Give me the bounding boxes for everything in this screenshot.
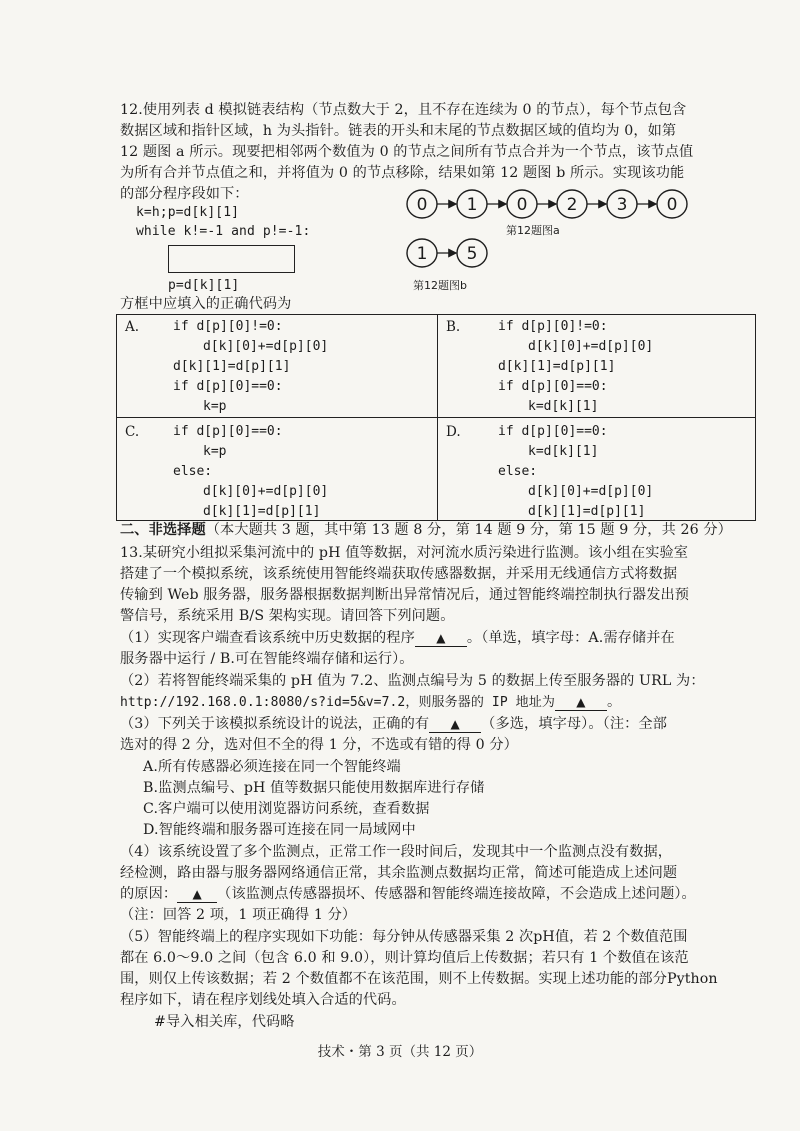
q12-line-2: 数据区域和指针区域，h 为头指针。链表的开头和末尾的节点数据区域的值均为 0，如第 bbox=[120, 123, 677, 139]
option-a-line: d[k][0]+=d[p][0] bbox=[203, 339, 329, 354]
q13-choice-a: A.所有传感器必须连接在同一个智能终端 bbox=[143, 759, 401, 775]
option-a-line: if d[p][0]!=0: bbox=[173, 319, 283, 334]
option-b bbox=[438, 315, 756, 418]
section2-note: （本大题共 3 题，其中第 13 题 8 分，第 14 题 9 分，第 15 题 9 分，共 26 分） bbox=[205, 522, 732, 538]
figure-12a-node-label: 3 bbox=[616, 195, 628, 215]
answer-blank-4 bbox=[177, 886, 217, 903]
q12-line-3: 12 题图 a 所示。现要把相邻两个数值为 0 的节点之间所有节点合并为一个节点，该节点值 bbox=[120, 144, 694, 160]
q13-s4-line-4: （注：回答 2 项，1 项正确得 1 分） bbox=[120, 907, 357, 923]
figure-12a-node-label: 0 bbox=[666, 195, 678, 215]
q13-s4-text: （该监测点传感器损坏、传感器和智能终端连接故障，不会造成上述问题）。 bbox=[217, 886, 696, 902]
q13-s3-text: （多选，填字母）。（注：全部 bbox=[481, 716, 667, 732]
figure-12a-node-label: 0 bbox=[516, 195, 528, 215]
option-b-line: d[k][1]=d[p][1] bbox=[498, 359, 616, 374]
option-a-line: d[k][1]=d[p][1] bbox=[173, 359, 291, 374]
page-footer: 技术・第 3 页（共 12 页） bbox=[317, 1044, 483, 1060]
q12-code-line-1: k=h;p=d[k][1] bbox=[136, 205, 240, 220]
answer-blank-3 bbox=[429, 716, 481, 733]
option-a-letter: A. bbox=[125, 319, 140, 335]
q13-s4-line-2: 经检测，路由器与服务器网络通信正常，其余监测点数据均正常，简述可能造成上述问题 bbox=[120, 865, 678, 881]
q13-s4-text: 的原因： bbox=[120, 886, 178, 902]
option-d bbox=[438, 418, 756, 521]
q12-code-line-2: while k!=-1 and p!=-1: bbox=[136, 224, 311, 239]
q12-line-5: 的部分程序段如下： bbox=[120, 186, 249, 202]
option-a bbox=[117, 315, 438, 418]
figure-12a-node-label: 2 bbox=[566, 195, 578, 215]
q13-s3-line-2: 选对的得 2 分，选对但不全的得 1 分，不选或有错的得 0 分） bbox=[120, 737, 518, 753]
option-c-letter: C. bbox=[125, 424, 140, 440]
blank-mark: ▲ bbox=[436, 631, 446, 645]
options-table bbox=[116, 314, 756, 521]
option-d-line: k=d[k][1] bbox=[528, 444, 599, 459]
q13-code-comment: #导入相关库，代码略 bbox=[154, 1014, 295, 1030]
option-c-line: k=p bbox=[203, 444, 227, 459]
answer-blank-box bbox=[168, 245, 295, 273]
q13-s5-line-3: 围，则仅上传该数据；若 2 个数值都不在该范围，则不上传数据。实现上述功能的部分Python bbox=[120, 971, 718, 987]
blank-mark: ▲ bbox=[192, 887, 202, 901]
q13-intro-4: 警信号，系统采用 B/S 架构实现。请回答下列问题。 bbox=[120, 608, 455, 624]
option-a-line: k=p bbox=[203, 399, 227, 414]
option-d-letter: D. bbox=[446, 424, 461, 440]
blank-mark: ▲ bbox=[576, 695, 586, 709]
q13-intro-3: 传输到 Web 服务器，服务器根据数据判断出异常情况后，通过智能终端控制执行器发出预 bbox=[120, 587, 690, 603]
q12-line-4: 为所有合并节点值之和，并将值为 0 的节点移除，结果如第 12 题图 b 所示。实现该功能 bbox=[120, 165, 685, 181]
option-a-line: if d[p][0]==0: bbox=[173, 379, 283, 394]
q13-s3-line-1 bbox=[120, 714, 667, 734]
q13-choice-b: B.监测点编号、pH 值等数据只能使用数据库进行存储 bbox=[143, 780, 485, 796]
q13-intro-1: 13.某研究小组拟采集河流中的 pH 值等数据，对河流水质污染进行监测。该小组在实验室 bbox=[120, 545, 689, 561]
q13-s2-url: http://192.168.0.1:8080/s?id=5&v=7.2，则服务器的 IP 地址为 bbox=[120, 695, 555, 710]
q13-choice-c: C.客户端可以使用浏览器访问系统，查看数据 bbox=[143, 801, 430, 817]
figure-12a-caption: 第12题图a bbox=[506, 224, 560, 237]
option-c-line: d[k][1]=d[p][1] bbox=[203, 504, 321, 519]
option-b-line: if d[p][0]==0: bbox=[498, 379, 608, 394]
section2-title: 二、非选择题 bbox=[120, 522, 206, 538]
option-b-line: if d[p][0]!=0: bbox=[498, 319, 608, 334]
q13-choice-d: D.智能终端和服务器可连接在同一局域网中 bbox=[143, 822, 416, 838]
figure-12a-node-label: 1 bbox=[466, 195, 478, 215]
q12-code-line-3: p=d[k][1] bbox=[168, 278, 240, 293]
q13-s2-text: 。 bbox=[606, 694, 622, 710]
q13-s2-line-1: （2）若将智能终端采集的 pH 值为 7.2、监测点编号为 5 的数据上传至服务器的 URL 为： bbox=[120, 673, 705, 689]
q13-intro-2: 搭建了一个模拟系统，该系统使用智能终端获取传感器数据，并采用无线通信方式将数据 bbox=[120, 566, 678, 582]
option-d-line: d[k][0]+=d[p][0] bbox=[528, 484, 654, 499]
q13-s1-line-1 bbox=[120, 628, 675, 648]
q13-s5-line-4: 程序如下，请在程序划线处填入合适的代码。 bbox=[120, 992, 406, 1008]
q13-s1-text: （1）实现客户端查看该系统中历史数据的程序 bbox=[120, 630, 415, 646]
q13-s3-text: （3）下列关于该模拟系统设计的说法，正确的有 bbox=[120, 716, 430, 732]
option-c-line: d[k][0]+=d[p][0] bbox=[203, 484, 329, 499]
q12-line-1: 12.使用列表 d 模拟链表结构（节点数大于 2，且不存在连续为 0 的节点），每个节点包含 bbox=[120, 102, 687, 118]
q13-s4-line-3 bbox=[120, 884, 696, 904]
option-d-line: if d[p][0]==0: bbox=[498, 424, 608, 439]
q13-s1-text: 。（单选，填字母：A.需存储并在 bbox=[466, 630, 675, 646]
option-c-line: else: bbox=[173, 464, 213, 479]
figure-12b-node-label: 5 bbox=[466, 244, 478, 264]
option-c-line: if d[p][0]==0: bbox=[173, 424, 283, 439]
figure-12b-node-label: 1 bbox=[416, 244, 428, 264]
section2-header bbox=[120, 520, 732, 540]
option-b-line: d[k][0]+=d[p][0] bbox=[528, 339, 654, 354]
q13-s5-line-2: 都在 6.0～9.0 之间（包含 6.0 和 9.0），则计算均值后上传数据；若只有 1 个数值在该范 bbox=[120, 950, 689, 966]
q12-prompt: 方框中应填入的正确代码为 bbox=[120, 296, 292, 312]
option-c bbox=[117, 418, 438, 521]
figure-12a-node-label: 0 bbox=[416, 195, 428, 215]
option-b-line: k=d[k][1] bbox=[528, 399, 599, 414]
q13-s2-line-2 bbox=[120, 692, 621, 713]
option-d-line: else: bbox=[498, 464, 538, 479]
q13-s1-line-2: 服务器中运行 / B.可在智能终端存储和运行）。 bbox=[120, 651, 414, 667]
blank-mark: ▲ bbox=[450, 717, 460, 731]
q13-s4-line-1: （4）该系统设置了多个监测点，正常工作一段时间后，发现其中一个监测点没有数据， bbox=[120, 844, 673, 860]
figure-12b bbox=[400, 235, 520, 295]
q13-s5-line-1: （5）智能终端上的程序实现如下功能：每分钟从传感器采集 2 次pH值，若 2 个数值范围 bbox=[120, 929, 688, 945]
option-d-line: d[k][1]=d[p][1] bbox=[528, 504, 646, 519]
option-b-letter: B. bbox=[446, 319, 461, 335]
answer-blank-2 bbox=[555, 694, 607, 711]
answer-blank-1 bbox=[415, 630, 467, 647]
figure-12b-caption: 第12题图b bbox=[413, 279, 467, 292]
